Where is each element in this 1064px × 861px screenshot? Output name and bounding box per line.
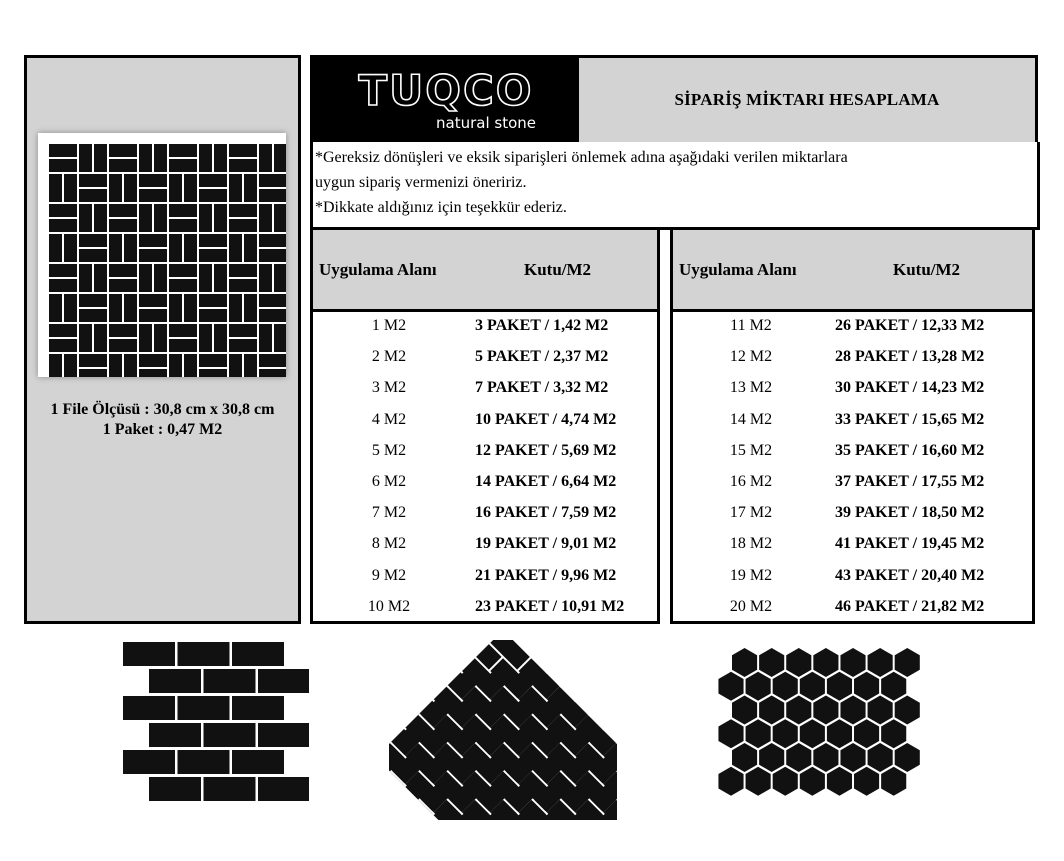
tile-piece — [259, 189, 286, 202]
tile-piece — [603, 640, 617, 670]
tile-piece — [214, 324, 227, 352]
tile-piece — [259, 369, 286, 377]
tile-piece — [64, 294, 77, 322]
tile-piece — [813, 696, 838, 725]
tile-piece — [232, 696, 284, 720]
table-header — [673, 230, 1032, 312]
tile-piece — [139, 354, 167, 367]
package-size-text: 1 Paket : 0,47 M2 — [102, 421, 223, 438]
tile-piece — [178, 642, 230, 666]
area-cell: 5 M2 — [371, 441, 407, 459]
area-cell: 16 M2 — [729, 472, 773, 490]
basketweave-pattern-icon — [38, 133, 286, 377]
tile-piece — [827, 719, 852, 748]
tile-piece — [79, 354, 107, 367]
tile-piece — [49, 264, 77, 277]
tile-piece — [199, 324, 212, 352]
area-cell: 10 M2 — [367, 597, 411, 615]
area-cell: 4 M2 — [371, 410, 407, 428]
qty-cell: 28 PAKET / 13,28 M2 — [835, 348, 985, 366]
table-row — [313, 317, 657, 348]
tile-piece — [49, 324, 77, 337]
area-cell: 3 M2 — [371, 379, 407, 397]
tile-piece — [389, 801, 404, 820]
tile-piece — [575, 640, 615, 670]
table-row — [673, 379, 1032, 410]
table-row — [673, 348, 1032, 379]
tile-piece — [389, 688, 404, 728]
tile-piece — [759, 696, 784, 725]
tile-piece — [389, 660, 404, 700]
tile-piece — [139, 189, 167, 202]
herringbone-group — [389, 640, 617, 820]
tile-piece — [139, 294, 167, 307]
tile-piece — [389, 658, 417, 698]
area-cell: 11 M2 — [730, 317, 772, 334]
tile-piece — [827, 767, 852, 796]
tile-piece — [746, 672, 771, 701]
tile-piece — [854, 719, 879, 748]
tile-piece — [169, 279, 197, 292]
tile-piece — [562, 660, 602, 700]
tile-piece — [199, 144, 212, 172]
tile-piece — [109, 354, 122, 377]
tile-piece — [229, 234, 242, 262]
tile-piece — [259, 324, 272, 352]
area-cell: 17 M2 — [729, 504, 773, 522]
tile-piece — [759, 743, 784, 772]
qty-column-header: Kutu/M2 — [893, 260, 961, 279]
tile-piece — [124, 294, 137, 322]
tile-piece — [109, 264, 137, 277]
tile-piece — [94, 204, 107, 232]
tile-piece — [124, 174, 137, 202]
area-cell: 12 M2 — [729, 348, 773, 366]
table-header — [313, 230, 657, 312]
tile-piece — [259, 249, 286, 262]
tile-piece — [169, 204, 197, 217]
tile-piece — [49, 234, 62, 262]
table-body — [673, 317, 1032, 629]
tile-piece — [139, 324, 152, 352]
tile-piece — [840, 696, 865, 725]
tile-piece — [109, 219, 137, 232]
tile-piece — [178, 696, 230, 720]
tile-piece — [79, 144, 92, 172]
tile-piece — [259, 354, 286, 367]
tile-piece — [773, 672, 798, 701]
tile-piece — [895, 648, 920, 677]
tile-piece — [229, 144, 257, 157]
qty-cell: 14 PAKET / 6,64 M2 — [475, 472, 617, 490]
tile-piece — [274, 324, 286, 352]
tile-piece — [827, 672, 852, 701]
tile-piece — [786, 743, 811, 772]
tile-piece — [199, 264, 212, 292]
tile-piece — [123, 750, 175, 774]
tile-piece — [259, 264, 272, 292]
tile-piece — [94, 144, 107, 172]
table-row — [673, 535, 1032, 566]
tile-piece — [124, 234, 137, 262]
tile-piece — [244, 354, 257, 377]
tile-piece — [575, 658, 615, 698]
tile-piece — [204, 723, 256, 747]
area-column-header: Uygulama Alanı — [679, 260, 797, 279]
tile-piece — [800, 672, 825, 701]
tile-piece — [149, 777, 201, 801]
tile-piece — [895, 696, 920, 725]
tile-piece — [229, 354, 242, 377]
tile-piece — [184, 294, 197, 322]
table-row — [313, 567, 657, 598]
tile-piece — [229, 219, 257, 232]
tile-piece — [109, 339, 137, 352]
area-cell: 18 M2 — [729, 535, 773, 553]
tile-piece — [204, 669, 256, 693]
tile-piece — [79, 174, 107, 187]
tile-piece — [94, 324, 107, 352]
area-cell: 9 M2 — [371, 566, 407, 584]
tile-piece — [49, 354, 62, 377]
tile-piece — [214, 264, 227, 292]
tile-piece — [49, 294, 62, 322]
tile-piece — [868, 743, 893, 772]
table-row — [673, 411, 1032, 442]
tile-piece — [169, 324, 197, 337]
tile-piece — [123, 642, 175, 666]
tile-piece — [139, 234, 167, 247]
tile-piece — [258, 723, 309, 747]
tile-piece — [139, 204, 152, 232]
tile-piece — [109, 234, 122, 262]
tile-piece — [169, 174, 182, 202]
tile-piece — [199, 189, 227, 202]
qty-cell: 23 PAKET / 10,91 M2 — [475, 597, 625, 615]
tile-piece — [169, 339, 197, 352]
area-cell: 8 M2 — [371, 535, 407, 553]
tile-piece — [244, 234, 257, 262]
qty-cell: 37 PAKET / 17,55 M2 — [835, 472, 985, 490]
tile-piece — [868, 648, 893, 677]
tile-piece — [109, 294, 122, 322]
area-cell: 14 M2 — [729, 410, 773, 428]
tile-piece — [178, 750, 230, 774]
table-row — [673, 317, 1032, 348]
tile-piece — [813, 648, 838, 677]
tile-piece — [854, 672, 879, 701]
tile-piece — [229, 324, 257, 337]
brick-pattern-icon — [123, 642, 309, 802]
tile-piece — [773, 767, 798, 796]
tile-piece — [854, 767, 879, 796]
table-row — [673, 598, 1032, 629]
tile-piece — [718, 767, 743, 796]
product-info — [27, 400, 298, 440]
tile-piece — [149, 669, 201, 693]
tile-piece — [154, 144, 167, 172]
area-cell: 1 M2 — [371, 317, 407, 334]
tile-piece — [139, 369, 167, 377]
area-cell: 7 M2 — [371, 504, 407, 522]
tile-piece — [274, 144, 286, 172]
tile-piece — [109, 279, 137, 292]
table-row — [313, 442, 657, 473]
tile-piece — [123, 696, 175, 720]
tile-piece — [79, 309, 107, 322]
herringbone-pattern-icon — [389, 640, 617, 820]
tile-piece — [79, 294, 107, 307]
tuqco-logo-icon — [313, 58, 579, 142]
tile-piece — [199, 234, 227, 247]
tile-piece — [773, 719, 798, 748]
tile-piece — [732, 648, 757, 677]
note-line-2: uygun sipariş vermenizi öneririz. — [315, 174, 527, 191]
tile-piece — [259, 294, 286, 307]
qty-cell: 35 PAKET / 16,60 M2 — [835, 441, 985, 459]
tile-piece — [109, 144, 137, 157]
table-row — [313, 535, 657, 566]
tile-piece — [199, 369, 227, 377]
tile-piece — [49, 204, 77, 217]
tile-piece — [718, 719, 743, 748]
tile-piece — [169, 219, 197, 232]
qty-cell: 19 PAKET / 9,01 M2 — [475, 535, 617, 553]
tile-piece — [232, 750, 284, 774]
tile-piece — [229, 294, 242, 322]
tile-piece — [405, 658, 445, 698]
table-row — [673, 442, 1032, 473]
tile-piece — [258, 669, 309, 693]
qty-cell: 46 PAKET / 21,82 M2 — [835, 597, 985, 615]
tile-piece — [109, 159, 137, 172]
tile-sample-image — [38, 133, 286, 377]
tile-piece — [229, 279, 257, 292]
qty-cell: 33 PAKET / 15,65 M2 — [835, 410, 985, 428]
tile-piece — [389, 640, 417, 670]
tile-piece — [603, 658, 617, 698]
qty-cell: 39 PAKET / 18,50 M2 — [835, 504, 985, 522]
table-row — [313, 348, 657, 379]
qty-cell: 7 PAKET / 3,32 M2 — [475, 379, 609, 397]
qty-column-header: Kutu/M2 — [524, 260, 592, 279]
page-header — [310, 55, 1038, 145]
tile-piece — [204, 777, 256, 801]
tile-piece — [154, 324, 167, 352]
tile-piece — [184, 354, 197, 377]
area-column-header: Uygulama Alanı — [319, 260, 437, 279]
tile-piece — [199, 354, 227, 367]
tile-piece — [718, 672, 743, 701]
note-line-3: *Dikkate aldığınız için teşekkür ederiz. — [315, 199, 567, 216]
tile-piece — [199, 309, 227, 322]
tile-piece — [591, 660, 617, 700]
logo-main-text: TUQCO — [358, 66, 534, 115]
tile-piece — [244, 294, 257, 322]
logo-sub-text: natural stone — [436, 114, 536, 132]
order-note — [310, 142, 1040, 230]
tile-piece — [868, 696, 893, 725]
tile-piece — [199, 174, 227, 187]
tile-piece — [813, 743, 838, 772]
table-row — [673, 473, 1032, 504]
tile-piece — [64, 234, 77, 262]
table-row — [313, 473, 657, 504]
brand-logo — [313, 58, 579, 142]
tile-piece — [79, 324, 92, 352]
table-row — [313, 504, 657, 535]
tile-piece — [732, 743, 757, 772]
tile-piece — [259, 144, 272, 172]
tile-size-text: 1 File Ölçüsü : 30,8 cm x 30,8 cm — [50, 401, 275, 418]
tile-piece — [800, 719, 825, 748]
qty-cell: 12 PAKET / 5,69 M2 — [475, 441, 617, 459]
tile-piece — [49, 339, 77, 352]
area-cell: 2 M2 — [371, 348, 407, 366]
qty-cell: 21 PAKET / 9,96 M2 — [475, 566, 617, 584]
tile-piece — [259, 309, 286, 322]
tile-piece — [405, 640, 445, 670]
tile-piece — [800, 767, 825, 796]
tile-piece — [881, 767, 906, 796]
tile-piece — [840, 743, 865, 772]
tile-piece — [139, 309, 167, 322]
tile-piece — [169, 234, 182, 262]
tile-piece — [139, 174, 167, 187]
table-row — [313, 411, 657, 442]
tile-piece — [139, 144, 152, 172]
qty-cell: 43 PAKET / 20,40 M2 — [835, 566, 985, 584]
tile-piece — [895, 743, 920, 772]
tile-piece — [258, 777, 309, 801]
tile-piece — [259, 204, 272, 232]
tile-piece — [154, 204, 167, 232]
tile-piece — [199, 249, 227, 262]
tile-piece — [154, 264, 167, 292]
tile-piece — [109, 174, 122, 202]
tile-piece — [49, 219, 77, 232]
page-title: SİPARİŞ MİKTARI HESAPLAMA — [674, 90, 940, 109]
quantity-table-right — [670, 227, 1035, 624]
table-row — [673, 504, 1032, 535]
qty-cell: 16 PAKET / 7,59 M2 — [475, 504, 617, 522]
tile-piece — [214, 144, 227, 172]
tile-piece — [169, 144, 197, 157]
qty-cell: 3 PAKET / 1,42 M2 — [475, 317, 609, 334]
tile-piece — [79, 249, 107, 262]
area-cell: 15 M2 — [729, 441, 773, 459]
tile-piece — [259, 234, 286, 247]
area-cell: 6 M2 — [371, 472, 407, 490]
tile-piece — [184, 234, 197, 262]
note-line-1: *Gereksiz dönüşleri ve eksik siparişleri önlemek adına aşağıdaki verilen miktarlara — [315, 149, 848, 166]
tile-piece — [232, 642, 284, 666]
tile-piece — [49, 144, 77, 157]
tile-piece — [109, 324, 137, 337]
qty-cell: 5 PAKET / 2,37 M2 — [475, 348, 609, 366]
tile-piece — [746, 719, 771, 748]
tile-piece — [199, 204, 212, 232]
tile-piece — [49, 174, 62, 202]
tile-piece — [881, 719, 906, 748]
tile-piece — [389, 800, 417, 820]
tile-piece — [199, 294, 227, 307]
tile-piece — [746, 767, 771, 796]
tile-piece — [169, 294, 182, 322]
tile-piece — [434, 640, 474, 670]
tile-piece — [124, 354, 137, 377]
tile-piece — [229, 339, 257, 352]
tile-piece — [94, 264, 107, 292]
tile-piece — [79, 204, 92, 232]
tile-piece — [49, 279, 77, 292]
tile-piece — [139, 264, 152, 292]
tile-piece — [732, 696, 757, 725]
table-row — [313, 379, 657, 410]
tile-piece — [389, 687, 417, 727]
tile-piece — [229, 204, 257, 217]
tile-piece — [49, 159, 77, 172]
tile-piece — [79, 369, 107, 377]
tile-piece — [169, 159, 197, 172]
area-cell: 19 M2 — [729, 566, 773, 584]
tile-piece — [393, 660, 433, 700]
tile-piece — [64, 174, 77, 202]
tile-piece — [603, 687, 617, 727]
tile-piece — [244, 174, 257, 202]
tile-piece — [139, 249, 167, 262]
tile-piece — [547, 640, 587, 670]
tile-piece — [79, 234, 107, 247]
qty-cell: 41 PAKET / 19,45 M2 — [835, 535, 985, 553]
qty-cell: 30 PAKET / 14,23 M2 — [835, 379, 985, 397]
tile-piece — [79, 264, 92, 292]
tile-piece — [229, 159, 257, 172]
tile-piece — [274, 264, 286, 292]
tile-piece — [881, 672, 906, 701]
tile-piece — [229, 174, 242, 202]
tile-piece — [786, 696, 811, 725]
quantity-table-left — [310, 227, 660, 624]
table-row — [673, 567, 1032, 598]
tile-piece — [840, 648, 865, 677]
qty-cell: 10 PAKET / 4,74 M2 — [475, 410, 617, 428]
tile-piece — [229, 264, 257, 277]
hexagon-pattern-icon — [716, 646, 926, 826]
tile-piece — [149, 723, 201, 747]
tile-piece — [79, 189, 107, 202]
product-panel — [24, 55, 301, 624]
qty-cell: 26 PAKET / 12,33 M2 — [835, 317, 985, 334]
table-row — [313, 598, 657, 629]
tile-piece — [274, 204, 286, 232]
table-body — [313, 317, 657, 629]
area-cell: 20 M2 — [729, 597, 773, 615]
tile-piece — [214, 204, 227, 232]
tile-piece — [169, 264, 197, 277]
tile-piece — [786, 648, 811, 677]
tile-piece — [184, 174, 197, 202]
tile-piece — [259, 174, 286, 187]
tile-piece — [109, 204, 137, 217]
area-cell: 13 M2 — [729, 379, 773, 397]
tile-piece — [759, 648, 784, 677]
tile-piece — [64, 354, 77, 377]
tile-piece — [169, 354, 182, 377]
